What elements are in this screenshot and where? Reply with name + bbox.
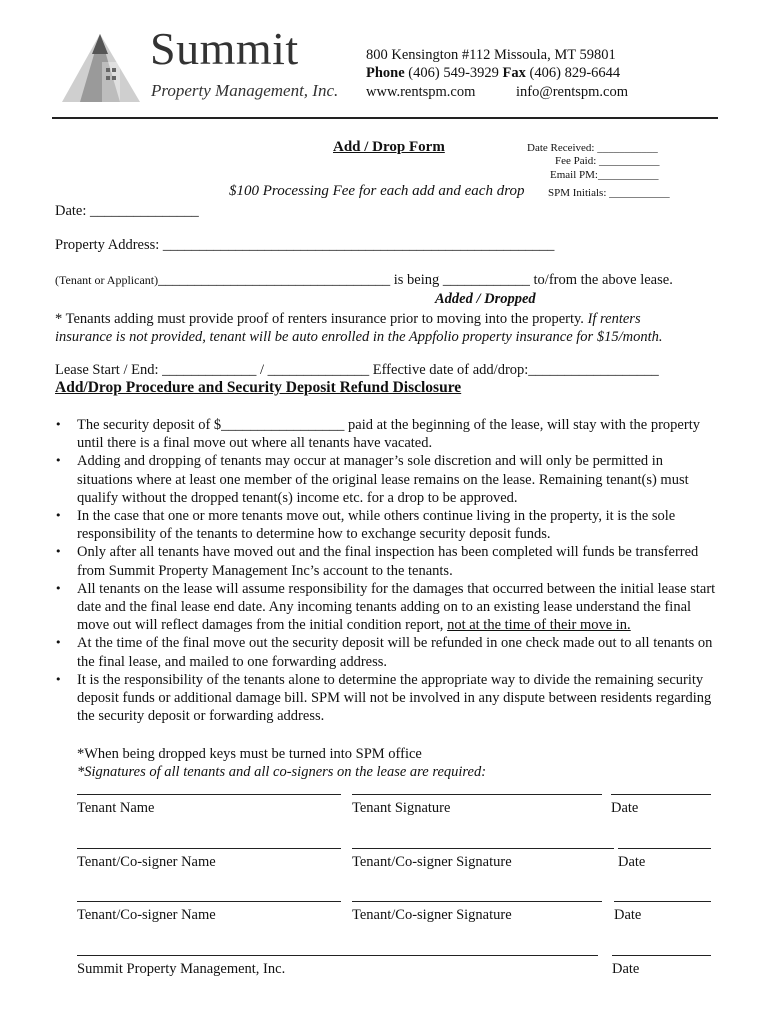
email-pm-field: Email PM:___________: [550, 169, 659, 181]
date-line[interactable]: [618, 848, 711, 849]
company-phone-fax: [366, 66, 620, 81]
cosigner-name-line[interactable]: [77, 848, 341, 849]
cosigner-signature-line[interactable]: [352, 848, 614, 849]
list-item: • All tenants on the lease will assume responsibility for the damages that occurred between the initial lease start date and the final lease end date. Any incoming tenants adding on to an existing lease understand the final move out will reflect damages from the initial condition report, not at the time of their move in.: [55, 580, 720, 635]
date-label: Date: [612, 961, 640, 977]
spm-name-label: Summit Property Management, Inc.: [77, 961, 286, 977]
property-address-field: Property Address: ______________________________________________________: [55, 237, 555, 253]
fax-number: (406) 829-6644: [529, 65, 621, 81]
list-item: • The security deposit of $_________________ paid at the beginning of the lease, will stay with the property until there is a final move out where all tenants have vacated.: [55, 416, 720, 452]
summit-logo-icon: [62, 32, 142, 104]
list-item: • In the case that one or more tenants move out, while others continue living in the property, it is the sole responsibility of the tenants to determine how to exchange security deposit funds.: [55, 507, 720, 543]
underlined-clause: not at the time of their move in.: [447, 617, 631, 634]
procedure-heading: Add/Drop Procedure and Security Deposit Refund Disclosure: [55, 379, 462, 396]
spm-initials-field: SPM Initials: ___________: [548, 187, 670, 199]
added-dropped-label: Added / Dropped: [435, 291, 536, 307]
cosigner-name-line[interactable]: [77, 901, 341, 902]
list-item: • It is the responsibility of the tenants alone to determine the appropriate way to divide the remaining security deposit funds or additional damage bill. SPM will not be involved in any dispute between residents regarding the security deposit or forwarding address.: [55, 671, 720, 726]
date-line[interactable]: [614, 901, 711, 902]
processing-fee-note: $100 Processing Fee for each add and each drop: [229, 183, 525, 199]
brand-subtitle: Property Management, Inc.: [151, 81, 339, 100]
insurance-notice: [55, 310, 725, 346]
signatures-note: *Signatures of all tenants and all co-signers on the lease are required:: [77, 764, 487, 780]
tenant-name-line[interactable]: [77, 794, 341, 795]
date-label: Date: [614, 907, 642, 923]
date-line[interactable]: [611, 794, 711, 795]
cosigner-signature-line[interactable]: [352, 901, 602, 902]
tenant-or-applicant-label: (Tenant or Applicant): [55, 273, 159, 287]
procedure-list: [55, 416, 720, 725]
date-label: Date: [618, 854, 646, 870]
form-title: Add / Drop Form: [333, 139, 445, 155]
spm-signature-line[interactable]: [77, 955, 598, 956]
cosigner-name-label: Tenant/Co-signer Name: [77, 907, 216, 923]
list-item: • At the time of the final move out the security deposit will be refunded in one check made out to all tenants on the final lease, and mailed to one forwarding address.: [55, 634, 720, 670]
company-website: www.rentspm.com: [366, 84, 476, 100]
fee-paid-field: Fee Paid: ___________: [555, 155, 660, 167]
tenant-name-label: Tenant Name: [77, 800, 155, 816]
tenant-field: [55, 273, 673, 288]
keys-note: *When being dropped keys must be turned into SPM office: [77, 746, 422, 762]
cosigner-name-label: Tenant/Co-signer Name: [77, 854, 216, 870]
brand-name: Summit: [150, 23, 299, 74]
cosigner-signature-label: Tenant/Co-signer Signature: [352, 854, 512, 870]
company-email: info@rentspm.com: [516, 84, 629, 100]
fax-label: Fax: [502, 65, 526, 81]
company-address: 800 Kensington #112 Missoula, MT 59801: [366, 47, 616, 63]
insurance-requirement: * Tenants adding must provide proof of renters insurance prior to moving into the property.: [55, 311, 584, 327]
tenant-line: ________________________________ is being ____________ to/from the above lease.: [158, 272, 673, 288]
tenant-signature-line[interactable]: [352, 794, 602, 795]
date-label: Date: [611, 800, 639, 816]
lease-dates-field: Lease Start / End: _____________ / ______________ Effective date of add/drop:__________________: [55, 362, 659, 378]
list-item: • Adding and dropping of tenants may occur at manager’s sole discretion and will only be permitted in situations where at least one member of the original lease remains on the lease. Remaining tenant(s) must qualify without the dropped tenant(s) income etc. for a drop to be approved.: [55, 452, 720, 507]
phone-number: (406) 549-3929: [408, 65, 499, 81]
insurance-italic-part2: insurance is not provided, tenant will be auto enrolled in the Appfolio property insurance for $15/month.: [55, 329, 663, 345]
date-line[interactable]: [612, 955, 711, 956]
header-divider: [52, 117, 718, 119]
insurance-italic-part1: If renters: [587, 311, 641, 327]
phone-label: Phone: [366, 65, 405, 81]
list-item: • Only after all tenants have moved out and the final inspection has been completed will funds be transferred from Summit Property Management Inc’s account to the tenants.: [55, 543, 720, 579]
date-field: Date: _______________: [55, 203, 199, 219]
cosigner-signature-label: Tenant/Co-signer Signature: [352, 907, 512, 923]
tenant-signature-label: Tenant Signature: [352, 800, 451, 816]
date-received-field: Date Received: ___________: [527, 142, 658, 154]
